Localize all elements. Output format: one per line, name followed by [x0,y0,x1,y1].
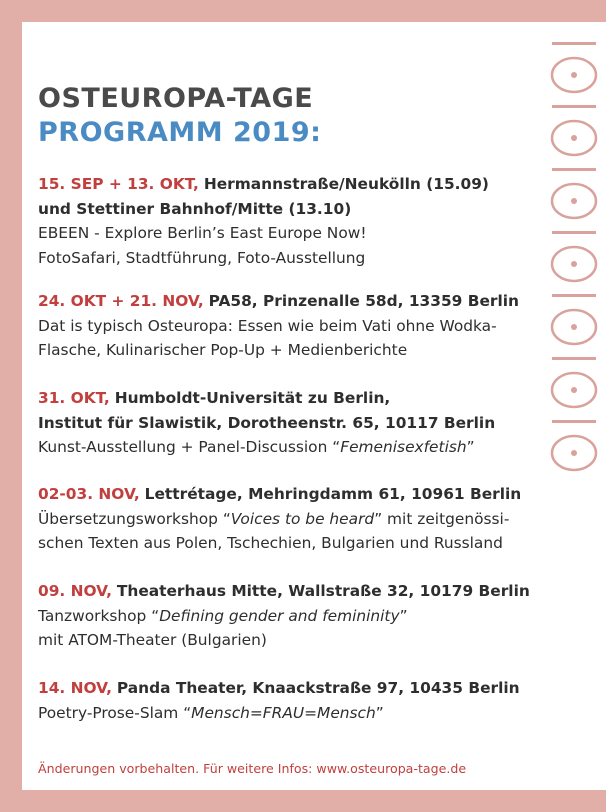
event-location: Lettrétage, Mehringdamm 61, 10961 Berlin [144,485,522,503]
event-date: 31. OKT, [38,389,110,407]
event-description: schen Texten aus Polen, Tschechien, Bulgarien und Russland [38,534,503,552]
event-location: Panda Theater, Knaackstraße 97, 10435 Berlin [116,679,520,697]
event-item [38,482,538,556]
event-item [38,172,538,270]
event-description: Flasche, Kulinarischer Pop-Up + Medienberichte [38,341,408,359]
deco-bar [552,168,596,171]
event-item [38,579,538,653]
event-date: 09. NOV, [38,582,112,600]
deco-dot [571,198,577,204]
deco-dot [571,261,577,267]
deco-dot [571,387,577,393]
page-subtitle: PROGRAMM 2019: [38,117,322,148]
deco-dot [571,135,577,141]
event-description: mit ATOM-Theater (Bulgarien) [38,631,267,649]
event-description: EBEEN - Explore Berlin’s East Europe Now! [38,224,367,242]
page-title: OSTEUROPA-TAGE [38,83,314,114]
event-date: 02-03. NOV, [38,485,140,503]
deco-dot [571,72,577,78]
event-location: Institut für Slawistik, Dorotheenstr. 65, 10117 Berlin [38,413,496,432]
event-description: Poetry-Prose-Slam “Mensch=FRAU=Mensch” [38,703,384,722]
deco-dot [571,324,577,330]
event-location: Hermannstraße/Neukölln (15.09) [203,175,489,193]
event-description: Dat is typisch Osteuropa: Essen wie beim Vati ohne Wodka- [38,316,497,335]
deco-bar [552,105,596,108]
event-date: 14. NOV, [38,679,112,697]
event-location: PA58, Prinzenalle 58d, 13359 Berlin [208,292,520,310]
decorative-pattern [546,40,602,790]
deco-bar [552,42,596,45]
event-description: Tanzworkshop “Defining gender and femininity” [38,606,408,625]
event-date: 15. SEP + 13. OKT, [38,175,199,193]
event-description: FotoSafari, Stadtführung, Foto-Ausstellung [38,248,366,267]
deco-bar [552,357,596,360]
event-date: 24. OKT + 21. NOV, [38,292,204,310]
event-item [38,386,538,460]
event-location: Humboldt-Universität zu Berlin, [114,389,391,407]
event-item [38,676,538,725]
event-location: Theaterhaus Mitte, Wallstraße 32, 10179 Berlin [116,582,530,600]
event-description: Kunst-Ausstellung + Panel-Discussion “Femenisexfetish” [38,438,475,456]
event-item [38,289,538,363]
footer-note: Änderungen vorbehalten. Für weitere Infos: www.osteuropa-tage.de [38,761,467,776]
event-description: Übersetzungsworkshop “Voices to be heard” mit zeitgenössi- [38,509,510,528]
program-card [22,22,606,790]
deco-bar [552,420,596,423]
event-location: und Stettiner Bahnhof/Mitte (13.10) [38,199,352,218]
deco-bar [552,231,596,234]
deco-bar [552,294,596,297]
deco-dot [571,450,577,456]
